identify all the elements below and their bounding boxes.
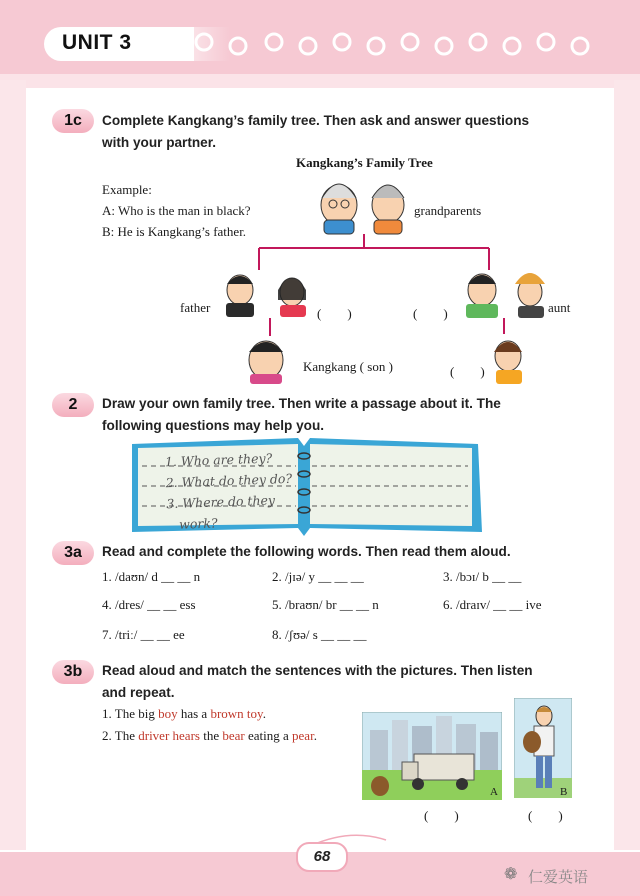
question-1: 1. Who are they? <box>164 450 273 470</box>
highlight-word: bear <box>222 728 245 743</box>
example-answer: B: He is Kangkang’s father. <box>102 224 247 239</box>
example-question: A: Who is the man in black? <box>102 203 251 218</box>
aunt-label: aunt <box>548 300 571 315</box>
page-number: 68 <box>296 842 348 872</box>
grandfather-illustration <box>321 184 357 234</box>
section-3b-instruction-line1: Read aloud and match the sentences with the pictures. Then listen <box>102 663 533 678</box>
highlight-word: boy <box>158 706 178 721</box>
question-3-line1: 3. Where do they <box>166 492 276 512</box>
section-2-instruction-line1: Draw your own family tree. Then write a passage about it. The <box>102 396 501 411</box>
section-2-badge: 2 <box>52 393 94 417</box>
watermark-text: 仁爱英语 <box>528 869 589 886</box>
sentence-1: 1. The big boy has a brown toy. <box>102 706 266 721</box>
notebook-questions <box>165 447 294 535</box>
uncle-illustration <box>466 274 498 318</box>
word-item-1: 1. /daʊn/ d __ __ n <box>102 569 201 584</box>
picture-b-boy <box>514 698 572 798</box>
section-1c-instruction-line2: with your partner. <box>102 135 217 150</box>
father-label: father <box>180 300 211 315</box>
question-3-line2: work? <box>178 515 218 532</box>
example-label: Example: <box>102 182 152 197</box>
question-2: 2. What do they do? <box>165 470 293 491</box>
cousin-blank[interactable]: ( ) <box>450 364 485 379</box>
mother-illustration <box>278 278 306 317</box>
kangkang-label: Kangkang ( son ) <box>303 359 393 374</box>
uncle-blank[interactable]: ( ) <box>413 306 448 321</box>
section-3b-instruction-line2: and repeat. <box>102 685 175 700</box>
picture-b-blank[interactable]: ( ) <box>528 808 563 823</box>
section-3a-instruction: Read and complete the following words. Then read them aloud. <box>102 544 511 559</box>
highlight-word: toy <box>246 706 263 721</box>
section-1c-instruction-line1: Complete Kangkang’s family tree. Then ask and answer questions <box>102 113 530 128</box>
word-item-5: 5. /braʊn/ br __ __ n <box>272 597 379 612</box>
mother-blank[interactable]: ( ) <box>317 306 352 321</box>
grandmother-illustration <box>372 185 404 234</box>
section-3b-badge: 3b <box>52 660 94 684</box>
grandparents-label: grandparents <box>414 203 482 218</box>
section-2-instruction <box>102 393 582 437</box>
word-item-8: 8. /ʃʊə/ s __ __ __ <box>272 627 367 642</box>
highlight-word: brown <box>210 706 244 721</box>
word-item-7: 7. /triː/ __ __ ee <box>102 627 185 642</box>
word-item-4: 4. /dres/ __ __ ess <box>102 597 196 612</box>
word-item-6: 6. /draɪv/ __ __ ive <box>443 597 542 612</box>
word-item-3: 3. /bɔɪ/ b __ __ <box>443 569 522 584</box>
sentence-2: 2. The driver hears the bear eating a pear. <box>102 728 317 743</box>
cousin-illustration <box>494 341 522 384</box>
picture-a-blank[interactable]: ( ) <box>424 808 459 823</box>
father-illustration <box>226 275 254 317</box>
kangkang-illustration <box>249 341 283 384</box>
highlight-word: pear <box>292 728 314 743</box>
wechat-icon: ❁ <box>504 866 518 883</box>
section-3a-badge: 3a <box>52 541 94 565</box>
picture-b-label: B <box>560 786 568 798</box>
section-1c-badge: 1c <box>52 109 94 133</box>
family-tree-title: Kangkang’s Family Tree <box>296 155 433 170</box>
word-item-2: 2. /jɪə/ y __ __ __ <box>272 569 364 584</box>
highlight-word: driver <box>138 728 170 743</box>
unit-title: UNIT 3 <box>62 31 132 54</box>
section-3b-instruction <box>102 660 582 704</box>
section-2-instruction-line2: following questions may help you. <box>102 418 325 433</box>
highlight-word: hears <box>172 728 200 743</box>
aunt-illustration <box>515 273 545 318</box>
picture-a-truck <box>362 712 502 800</box>
family-tree-diagram <box>0 0 640 400</box>
picture-a-label: A <box>490 786 498 798</box>
